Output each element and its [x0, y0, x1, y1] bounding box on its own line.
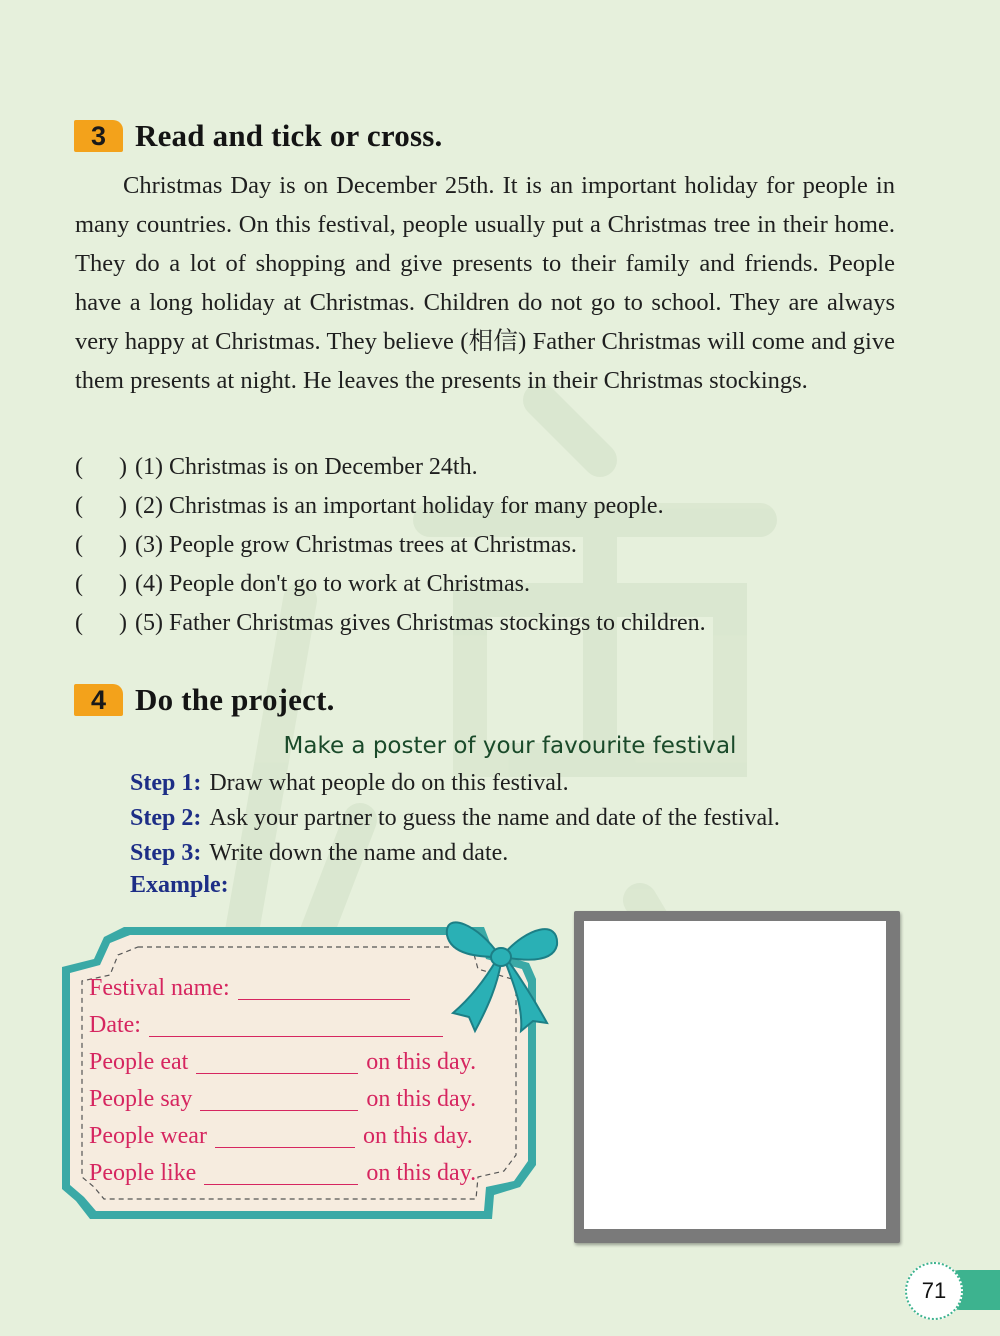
- step-text: Draw what people do on this festival.: [209, 770, 569, 796]
- answer-bracket[interactable]: (: [75, 532, 83, 558]
- step-text: Write down the name and date.: [209, 840, 509, 866]
- section-title: Read and tick or cross.: [135, 118, 443, 153]
- step-item: [130, 766, 930, 801]
- section-number-badge: 4: [74, 684, 123, 716]
- people-eat-field: People eat on this day.: [89, 1049, 477, 1075]
- question-text: (3) People grow Christmas trees at Christmas.: [135, 532, 577, 558]
- people-eat-blank[interactable]: [196, 1051, 358, 1074]
- people-wear-field: People wear on this day.: [89, 1123, 473, 1149]
- poster-drawing-frame: [574, 911, 900, 1243]
- question-text: (4) People don't go to work at Christmas.: [135, 571, 530, 597]
- poster-drawing-area[interactable]: [584, 921, 886, 1229]
- answer-bracket[interactable]: (: [75, 610, 83, 636]
- step-item: [130, 836, 930, 871]
- section-3-header: [74, 118, 442, 154]
- festival-name-blank[interactable]: [238, 977, 410, 1000]
- section-4-header: [74, 682, 335, 718]
- question-text: (1) Christmas is on December 24th.: [135, 454, 478, 480]
- people-say-blank[interactable]: [200, 1088, 358, 1111]
- section-title: Do the project.: [135, 682, 335, 717]
- question-list: [75, 448, 935, 643]
- question-item[interactable]: ( ) (3) People grow Christmas trees at Christmas.: [75, 532, 577, 558]
- answer-bracket[interactable]: (: [75, 571, 83, 597]
- people-like-field: People like on this day.: [89, 1160, 477, 1186]
- festival-name-field: Festival name:: [89, 970, 529, 1007]
- step-label: Step 2:: [130, 805, 202, 831]
- step-label: Step 1:: [130, 770, 202, 796]
- step-item: [130, 801, 930, 836]
- question-item[interactable]: ( ) (5) Father Christmas gives Christmas stockings to children.: [75, 610, 706, 636]
- people-say-field: People say on this day.: [89, 1086, 477, 1112]
- poster-title: Make a poster of your favourite festival: [283, 733, 737, 759]
- question-item[interactable]: ( ) (4) People don't go to work at Christmas.: [75, 571, 530, 597]
- people-like-blank[interactable]: [204, 1162, 358, 1185]
- question-text: (5) Father Christmas gives Christmas stockings to children.: [135, 610, 706, 636]
- reading-passage: Christmas Day is on December 25th. It is an important holiday for people in many countries. On this festival, people usually put a Christmas tree in their home. They do a lot of shopping and give presents to their family and friends. People have a long holiday at Christmas. Children do not go to school. They are always very happy at Christmas. They believe (相信) Father Christmas will come and give them presents at night. He leaves the presents in their Christmas stockings.: [75, 172, 895, 394]
- question-text: (2) Christmas is an important holiday for many people.: [135, 493, 664, 519]
- question-item[interactable]: ( ) (1) Christmas is on December 24th.: [75, 454, 478, 480]
- project-steps: [130, 766, 930, 871]
- date-blank[interactable]: [149, 1014, 443, 1037]
- people-wear-blank[interactable]: [215, 1125, 355, 1148]
- answer-bracket[interactable]: (: [75, 454, 83, 480]
- example-card-fields: [89, 970, 529, 1192]
- step-label: Step 3:: [130, 840, 202, 866]
- example-label: Example:: [130, 872, 229, 898]
- question-item[interactable]: ( ) (2) Christmas is an important holiday for many people.: [75, 493, 664, 519]
- step-text: Ask your partner to guess the name and date of the festival.: [209, 805, 780, 831]
- section-number-badge: 3: [74, 120, 123, 152]
- date-field: Date:: [89, 1007, 529, 1044]
- page-number: 71: [905, 1262, 963, 1320]
- answer-bracket[interactable]: (: [75, 493, 83, 519]
